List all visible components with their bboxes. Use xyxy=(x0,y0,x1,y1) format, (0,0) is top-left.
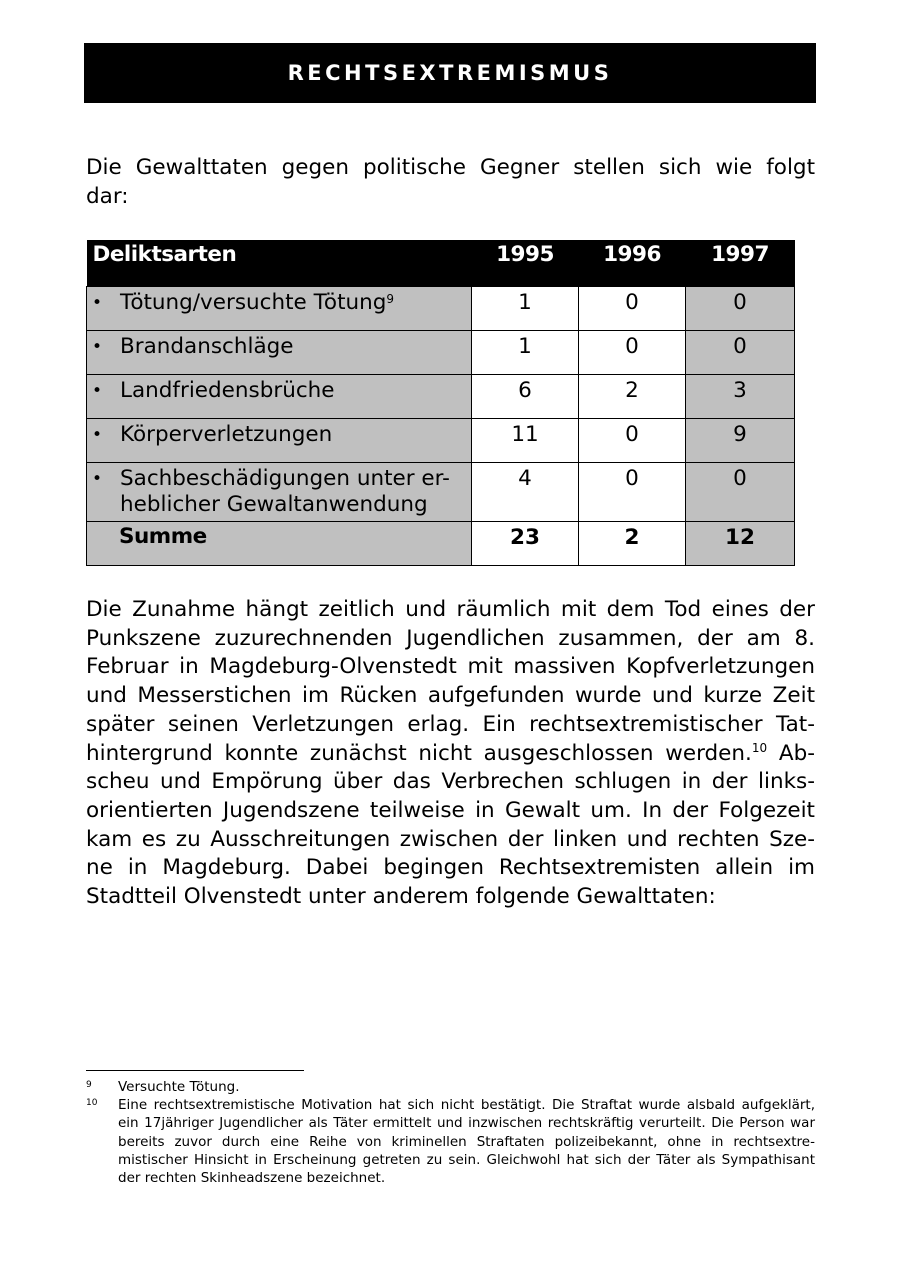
footnote-divider xyxy=(86,1070,304,1071)
offense-type-cell xyxy=(87,419,472,463)
footnote-ref: 10 xyxy=(751,740,768,755)
footnote-ref: 9 xyxy=(386,292,395,306)
sum-value-cell: 2 xyxy=(579,522,686,566)
offense-label: Brandanschläge xyxy=(120,334,294,359)
sum-value-cell: 23 xyxy=(472,522,579,566)
offense-label: Tötung/versuchte Tötung xyxy=(120,290,387,315)
footnote xyxy=(86,1078,815,1096)
offense-type-cell xyxy=(87,287,472,331)
body-paragraph xyxy=(86,596,815,912)
column-header: 1996 xyxy=(579,240,686,287)
value-cell: 9 xyxy=(686,419,795,463)
value-cell: 0 xyxy=(686,287,795,331)
footnote xyxy=(86,1096,815,1187)
value-cell: 4 xyxy=(472,463,579,522)
bullet-icon: • xyxy=(92,469,103,489)
intro-paragraph: Die Gewalttaten gegen politische Gegner stellen sich wie folgt dar: xyxy=(86,155,815,209)
column-header: Deliktsarten xyxy=(87,240,472,287)
value-cell: 11 xyxy=(472,419,579,463)
value-cell: 0 xyxy=(579,419,686,463)
bullet-icon: • xyxy=(92,293,103,313)
value-cell: 0 xyxy=(579,331,686,375)
sum-label-cell xyxy=(87,522,472,566)
footnote-number: 10 xyxy=(86,1098,98,1109)
table-row xyxy=(87,375,795,419)
offense-table xyxy=(86,240,795,566)
value-cell: 2 xyxy=(579,375,686,419)
offense-type-cell xyxy=(87,375,472,419)
footnote-text: Versuchte Tötung. xyxy=(118,1079,240,1095)
value-cell: 0 xyxy=(686,463,795,522)
column-header: 1995 xyxy=(472,240,579,287)
table-header-row xyxy=(87,240,795,287)
value-cell: 0 xyxy=(579,287,686,331)
offense-type-cell xyxy=(87,463,472,522)
table-row xyxy=(87,463,795,522)
offense-label: Landfriedensbrüche xyxy=(120,378,335,403)
value-cell: 6 xyxy=(472,375,579,419)
offense-label: Sachbeschädigungen unter er- heblicher Gewaltanwendung xyxy=(120,466,450,517)
value-cell: 3 xyxy=(686,375,795,419)
table-row xyxy=(87,331,795,375)
footnote-text: Eine rechtsextremistische Motivation hat sich nicht bestätigt. Die Straftat wurde alsbald aufgeklärt, ein 17jähriger Jugendlicher als Täter ermittelt und inzwischen rechtskräftig verurteilt. Die Person war bereits zuvor durch eine Reihe von kriminellen Straftaten polizeibekannt, ohne in rechtsextre-mistischer Hinsicht in Erscheinung getreten zu sein. Gleichwohl hat sich der Täter als Sympathisant der rechten Skinheadszene bezeichnet. xyxy=(118,1097,815,1187)
offense-label: Körperverletzungen xyxy=(120,422,333,447)
bullet-icon: • xyxy=(92,425,103,445)
sum-value-cell: 12 xyxy=(686,522,795,566)
sum-label: Summe xyxy=(119,524,207,549)
footnote-number: 9 xyxy=(86,1080,92,1090)
column-header: 1997 xyxy=(686,240,795,287)
value-cell: 0 xyxy=(686,331,795,375)
sum-row xyxy=(87,522,795,566)
table-row xyxy=(87,419,795,463)
body-text-part: Die Zunahme hängt zeitlich und räumlich mit dem Tod eines der Punkszene zuzurechnenden Jugendlichen zusammen, der am 8. Februar in Magdeburg-Olvenstedt mit massiven Kopfverletzungen und Messerstichen im Rücken aufgefunden wurde und kurze Zeit später seinen Verletzungen erlag. Ein rechtsextremistischer Tat-hintergrund konnte zunächst nicht ausgeschlossen werden. xyxy=(86,597,815,766)
bullet-icon: • xyxy=(92,337,103,357)
table-row xyxy=(87,287,795,331)
body-text-part: Ab-scheu und Empörung über das Verbrechen schlugen in der links-orientierten Jugendszene teilweise in Gewalt um. In der Folgezeit kam es zu Ausschreitungen zwischen der linken und rechten Sze-ne in Magdeburg. Dabei begingen Rechtsextremisten allein im Stadtteil Olvenstedt unter anderem folgende Gewalttaten: xyxy=(86,740,815,910)
value-cell: 1 xyxy=(472,287,579,331)
offense-type-cell xyxy=(87,331,472,375)
bullet-icon: • xyxy=(92,381,103,401)
footnotes xyxy=(86,1078,815,1187)
section-title: RECHTSEXTREMISMUS xyxy=(287,61,613,85)
value-cell: 1 xyxy=(472,331,579,375)
value-cell: 0 xyxy=(579,463,686,522)
section-header xyxy=(84,43,816,103)
